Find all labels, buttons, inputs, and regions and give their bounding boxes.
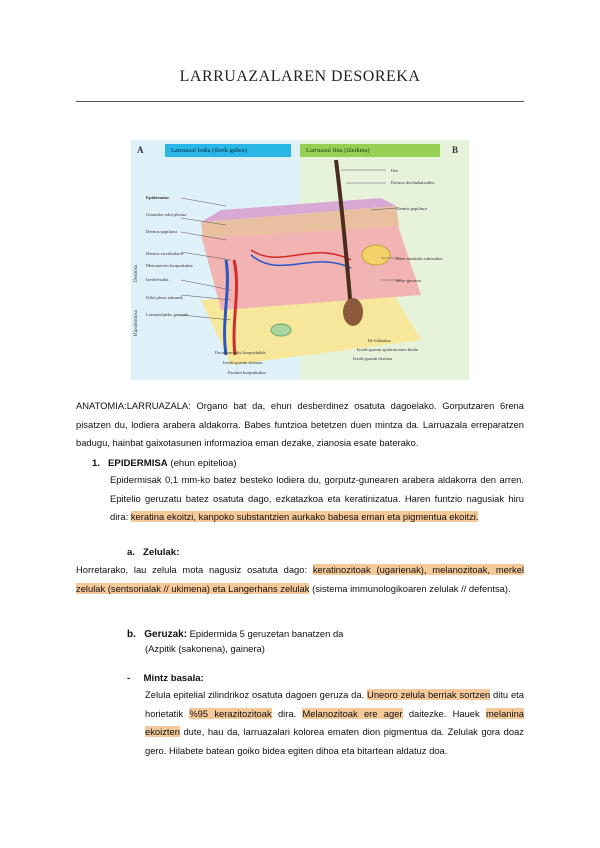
- panel-a-header: Larruazal lodia (ilerik gabea): [165, 144, 291, 157]
- intro-text: Organo bat da, ehun desberdinez osatuta dagoelako. Gorputzaren 6rena pisatzen du, lodiera arabera aldakorra. Babes funtzioa betetzen duen mintza da. Larruazala erreparatzen badugu, hainbat gaixotasunen informazioa eman dezake, zianosia esate baterako.: [76, 400, 524, 448]
- mintz-basala-heading: [127, 673, 204, 684]
- mintz-text: dira.: [271, 707, 303, 719]
- panel-b-header: Larruazal fina (iileduna): [300, 144, 440, 157]
- highlighted-text: Melanozitoak ere ager: [302, 707, 403, 719]
- mintz-text: dute, hau da, larruazalari kolorea ematen dion pigmentua da. Zelulak gora doaz gero. Hilabete batean goiko bidea egiten dihoa eta bitartean aldatuz doa.: [145, 726, 524, 756]
- figure-side-label: Dermisa: [134, 265, 139, 282]
- subsection-title: Zelulak:: [143, 547, 180, 558]
- figure-label: Pacinitarrenko korpuskulak: [215, 350, 266, 355]
- mintz-text: daitezke. Hauek: [402, 707, 486, 719]
- title-divider: [76, 101, 524, 102]
- mintz-title: Mintz basala:: [143, 673, 204, 684]
- figure-label: Guraizko-odol plexua: [146, 212, 187, 217]
- section-1-text: Epidermisak 0,1 mm-ko batez besteko lodiera du, gorputz-gunearen arabera aldakorra den arren. Epitelio geruzatu batez osatuta dago, ezkatazkoa eta keratinizatua. Haren funtzio nagusiak hiru dira:: [110, 474, 524, 522]
- highlighted-text: %95 kerazitozitoak: [189, 707, 272, 719]
- list-dash: -: [127, 673, 131, 684]
- subsection-a-paragraph: [76, 561, 524, 598]
- figure-label: Ilea: [391, 168, 398, 173]
- panel-b-letter: B: [452, 145, 459, 155]
- figure-label: Pacinin korpuskulua: [228, 370, 266, 375]
- section-1-paragraph: [110, 471, 524, 527]
- figure-label: Epidermisa: [146, 195, 169, 200]
- figure-label: Izerdi-guruin ekrinoa: [353, 356, 393, 361]
- figure-label: Dermis erretikularra: [146, 251, 184, 256]
- figure-label: Izerdi-guruin ekrinoa: [223, 360, 263, 365]
- mintz-text: ditu eta horietatik: [145, 689, 524, 719]
- section-title-suffix: (ehun epitelioa): [167, 458, 237, 469]
- figure-label: Larruazalpeko gantzak: [146, 312, 188, 317]
- figure-label: Dermis ileolazkatzailea: [391, 180, 435, 185]
- subsection-letter: b.: [127, 629, 136, 640]
- highlighted-text: keratina ekoitzi, kanpoko substantzien aurkako babesa eman eta pigmentua ekoitzi.: [130, 511, 479, 522]
- mintz-basala-paragraph: [145, 686, 524, 760]
- highlighted-text: keratinozitoak (ugarienak), melanozitoak, merkel zelulak (sentsorialak // ukimena) eta Langerhans zelulak: [76, 564, 525, 594]
- figure-label: Sebo-guruina: [396, 278, 421, 283]
- subsection-b-heading: [127, 628, 343, 640]
- highlighted-text: melanina ekoizten: [145, 707, 525, 737]
- intro-paragraph: [76, 397, 524, 453]
- figure-label: Dermis papilarra: [146, 229, 177, 234]
- intro-lead: ANATOMIA:LARRUAZALA:: [76, 400, 191, 411]
- figure-side-label: Hipodermisa: [134, 310, 139, 336]
- section-1-heading: [92, 458, 237, 469]
- subsection-a-heading: [127, 547, 179, 558]
- subsection-b-line2: (Azpitik (sakonena), gainera): [145, 643, 265, 654]
- figure-label: Izerdi-guruin apokrinoaren hodia: [357, 347, 418, 352]
- figure-label: Dermis papilarra: [396, 206, 427, 211]
- highlighted-text: Uneoro zelula berriak sortzen: [367, 689, 491, 700]
- figure-label: Meissnerren korpuskulua: [146, 263, 193, 268]
- subsection-a-text: Horretarako, lau zelula mota nagusiz osatuta dago:: [76, 564, 313, 575]
- section-title: EPIDERMISA: [108, 458, 168, 469]
- subsection-a-text-end: (sistema immunologikoaren zelulak // defentsa).: [309, 582, 511, 594]
- subsection-title: Geruzak:: [144, 629, 188, 640]
- figure-label: Izerdi-hodia: [146, 277, 169, 282]
- figure-label: Iaren muskulu zutitzailea: [396, 256, 443, 261]
- document-title: LARRUAZALAREN DESOREKA: [179, 68, 421, 85]
- subsection-letter: a.: [127, 547, 136, 558]
- mintz-text: Zelula epitelial zilindrikoz osatuta dagoen geruza da.: [145, 689, 368, 700]
- figure-label: Ile folikulua: [368, 338, 391, 343]
- figure-label: Odol plexu sakonak: [146, 295, 183, 300]
- panel-a-letter: A: [137, 145, 144, 155]
- section-number: 1.: [92, 458, 101, 469]
- subsection-b-text: Epidermida 5 geruzetan banatzen da: [187, 628, 344, 639]
